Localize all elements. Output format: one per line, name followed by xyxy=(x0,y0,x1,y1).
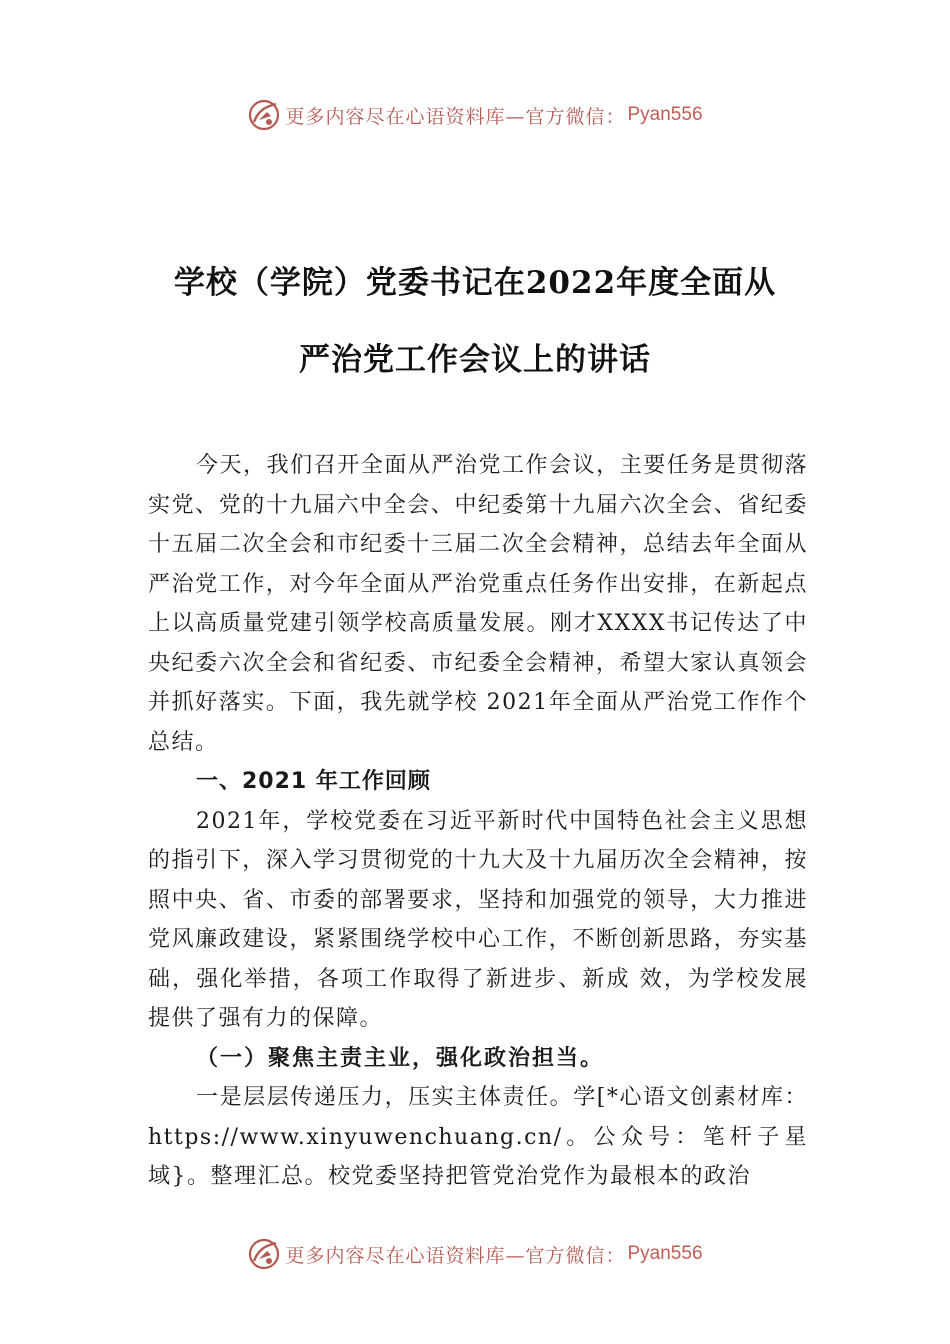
paragraph-review: 2021年，学校党委在习近平新时代中国特色社会主义思想的指引下，深入学习贯彻党的十九大及十九届历次全会精神，按照中央、省、市委的部署要求，坚持和加强党的领导，大力推进党风廉政建设，紧紧围绕学校中心工作，不断创新思路，夯实基础，强化举措，各项工作取得了新进步、新成 效，为学校发展提供了强有力的保障。 xyxy=(148,808,808,1031)
banner-text: 更多内容尽在心语资料库—官方微信： xyxy=(285,1244,626,1267)
banner-wechat-handle: Pyan556 xyxy=(627,1243,703,1264)
document-body xyxy=(148,446,808,1197)
xinyu-logo-icon xyxy=(247,98,281,132)
document-title-line-2: 严治党工作会议上的讲话 xyxy=(299,342,651,378)
section-heading-1: 一、2021 年工作回顾 xyxy=(196,769,431,794)
document-title-line-1: 学校（学院）党委书记在2022年度全面从 xyxy=(173,265,777,301)
paragraph-responsibility: 一是层层传递压力，压实主体责任。学[*心语文创素材库：https://www.xinyuwenchuang.cn/。公众号：笔杆子星域}。整理汇总。校党委坚持把管党治党作为最根本的政治 xyxy=(148,1085,808,1189)
banner-wechat-handle: Pyan556 xyxy=(627,104,703,125)
banner-text: 更多内容尽在心语资料库—官方微信： xyxy=(285,105,626,128)
subsection-heading-1: （一）聚焦主责主业，强化政治担当。 xyxy=(196,1044,605,1071)
footer-banner xyxy=(0,1234,950,1274)
paragraph-intro: 今天，我们召开全面从严治党工作会议，主要任务是贯彻落实党、党的十九届六中全会、中纪委第十九届六次全会、省纪委十五届二次全会和市纪委十三届二次全会精神，总结去年全面从严治党工作，对今年全面从严治党重点任务作出安排，在新起点上以高质量党建引领学校高质量发展。刚才XXXX书记传达了中央纪委六次全会和省纪委、市纪委全会精神，希望大家认真领会并抓好落实。下面，我先就学校 2021年全面从严治党工作作个总结。 xyxy=(148,453,808,755)
xinyu-logo-icon xyxy=(247,1237,281,1271)
header-banner xyxy=(0,95,950,135)
